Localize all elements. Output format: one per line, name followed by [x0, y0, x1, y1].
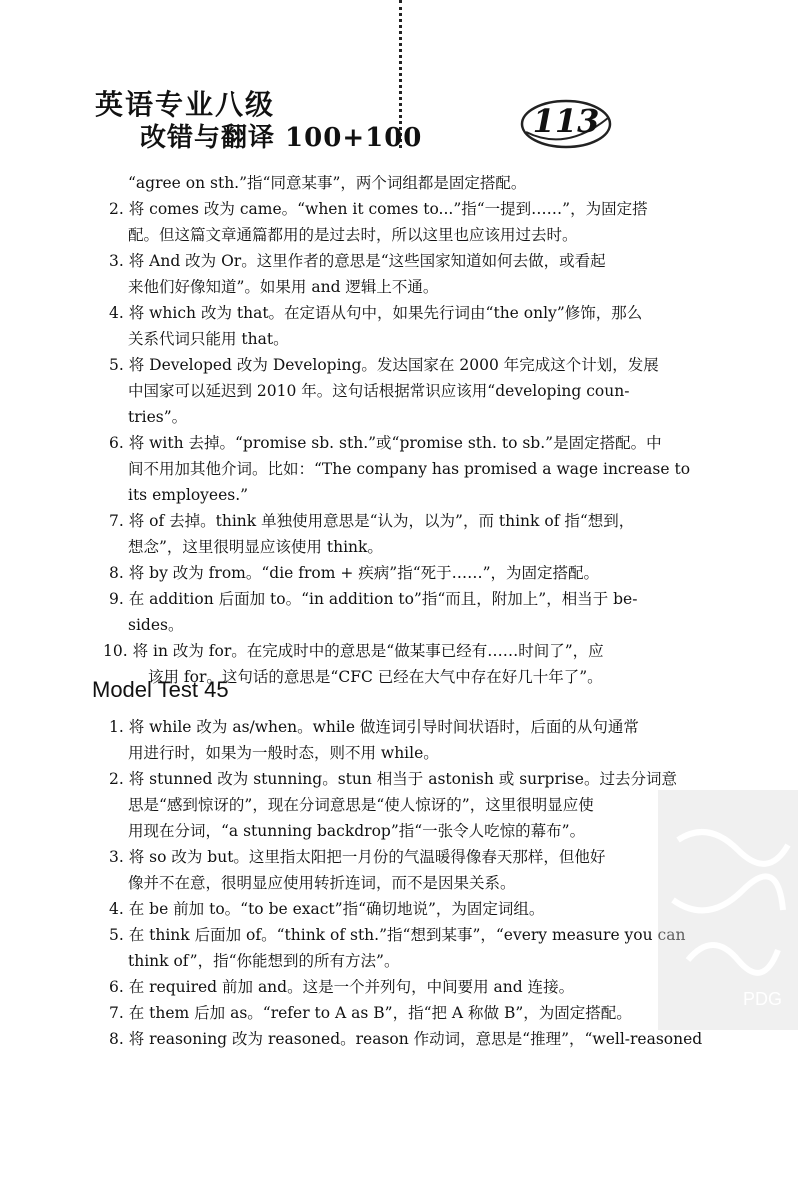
page-number: 113: [532, 102, 600, 140]
text-line: 中国家可以延迟到 2010 年。这句话根据常识应该用“developing coun-: [128, 382, 630, 400]
text-line: 6. 将 with 去掉。“promise sb. sth.”或“promise sth. to sb.”是固定搭配。中: [109, 434, 662, 452]
page-number-badge: [520, 98, 612, 150]
text-line: 5. 将 Developed 改为 Developing。发达国家在 2000 年完成这个计划，发展: [109, 356, 659, 374]
text-line: 间不用加其他介词。比如：“The company has promised a wage increase to: [128, 460, 691, 478]
text-line: think of”，指“你能想到的所有方法”。: [128, 952, 400, 970]
text-line: 4. 在 be 前加 to。“to be exact”指“确切地说”，为固定词组。: [109, 900, 545, 918]
text-line: 7. 将 of 去掉。think 单独使用意思是“认为，以为”，而 think of 指“想到，: [109, 512, 635, 530]
text-line: 用进行时，如果为一般时态，则不用 while。: [128, 744, 439, 762]
text-line: 像并不在意，很明显应使用转折连词，而不是因果关系。: [128, 874, 516, 892]
text-line: 来他们好像知道”。如果用 and 逻辑上不通。: [128, 278, 439, 296]
text-line: 配。但这篇文章通篇都用的是过去时，所以这里也应该用过去时。: [128, 226, 578, 244]
text-line: 9. 在 addition 后面加 to。“in addition to”指“而且，附加上”，相当于 be-: [109, 590, 638, 608]
book-title-line2: 改错与翻译 100+100: [140, 123, 423, 153]
watermark-stamp: [648, 780, 798, 1040]
text-line: 想念”，这里很明显应该使用 think。: [128, 538, 383, 556]
text-line: 2. 将 comes 改为 came。“when it comes to...”指“一提到……”，为固定搭: [109, 200, 648, 218]
watermark-stamp-icon: [648, 780, 798, 1040]
text-line: 10. 将 in 改为 for。在完成时中的意思是“做某事已经有……时间了”，应: [103, 642, 604, 660]
text-line: sides。: [128, 616, 184, 634]
text-line: “agree on sth.”指“同意某事”，两个词组都是固定搭配。: [128, 174, 527, 192]
text-line: its employees.”: [128, 486, 249, 504]
watermark-label: PDG: [743, 989, 783, 1009]
text-line: 1. 将 while 改为 as/when。while 做连词引导时间状语时，后面的从句通常: [109, 718, 639, 736]
text-line: 8. 将 by 改为 from。“die from + 疾病”指“死于……”，为固定搭配。: [109, 564, 600, 582]
text-line: 用现在分词，“a stunning backdrop”指“一张令人吃惊的幕布”。: [128, 822, 586, 840]
text-line: 7. 在 them 后加 as。“refer to A as B”，指“把 A 称做 B”，为固定搭配。: [109, 1004, 632, 1022]
text-line: 6. 在 required 前加 and。这是一个并列句，中间要用 and 连接。: [109, 978, 575, 996]
text-line: 3. 将 And 改为 Or。这里作者的意思是“这些国家知道如何去做，或看起: [109, 252, 606, 270]
text-line: 8. 将 reasoning 改为 reasoned。reason 作动词，意思是“推理”，“well-reasoned: [109, 1030, 703, 1048]
text-line: tries”。: [128, 408, 188, 426]
text-line: 2. 将 stunned 改为 stunning。stun 相当于 astonish 或 surprise。过去分词意: [109, 770, 677, 788]
section-heading: Model Test 45: [92, 677, 229, 702]
book-title-line1: 英语专业八级: [95, 88, 276, 121]
text-line: 关系代词只能用 that。: [128, 330, 289, 348]
page-header: [0, 0, 800, 160]
text-line: 3. 将 so 改为 but。这里指太阳把一月份的气温暖得像春天那样，但他好: [109, 848, 606, 866]
text-line: 思是“感到惊讶的”，现在分词意思是“使人惊讶的”，这里很明显应使: [128, 796, 594, 814]
text-line: 5. 在 think 后面加 of。“think of sth.”指“想到某事”，“every measure you can: [109, 926, 686, 944]
text-line: 4. 将 which 改为 that。在定语从句中，如果先行词由“the only”修饰，那么: [109, 304, 643, 322]
text-line: 该用 for。这句话的意思是“CFC 已经在大气中存在好几十年了”。: [148, 668, 603, 686]
